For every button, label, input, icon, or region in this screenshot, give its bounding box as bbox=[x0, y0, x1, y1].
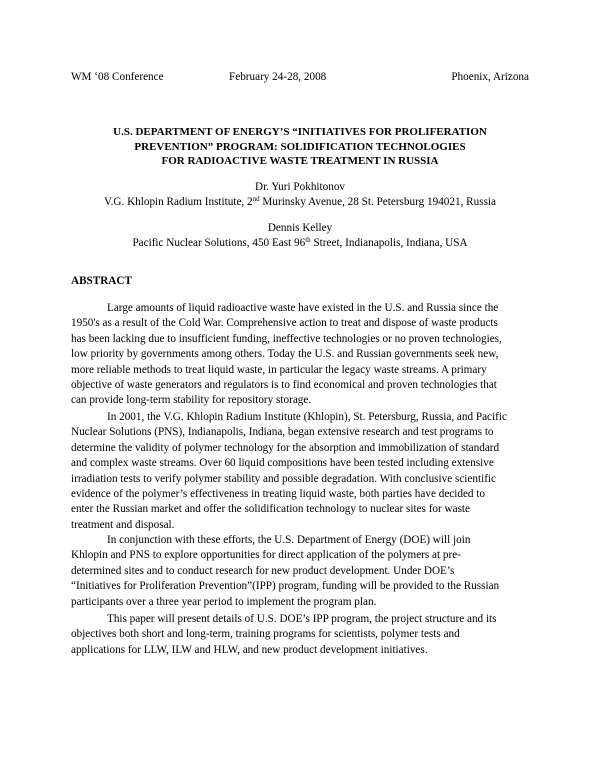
paragraph-line: In 2001, the V.G. Khlopin Radium Institute (Khlopin), St. Petersburg, Russia, and Pacific bbox=[107, 411, 507, 423]
abstract-paragraph-4 bbox=[71, 612, 531, 658]
header-conference: WM ‘08 Conference bbox=[71, 71, 164, 83]
paragraph-line: can provide long-term stability for repository storage. bbox=[71, 394, 312, 407]
author1-affiliation: V.G. Khlopin Radium Institute, 2nd Murinsky Avenue, 28 St. Petersburg 194021, Russia bbox=[103, 195, 497, 208]
paragraph-line: evidence of the polymer’s effectiveness in treating liquid waste, both parties have decided to bbox=[71, 487, 486, 500]
author1-name: Dr. Yuri Pokhitonov bbox=[254, 181, 346, 193]
paragraph-line: applications for LLW, ILW and HLW, and new product development initiatives. bbox=[71, 643, 428, 656]
paragraph-line: Nuclear Solutions (PNS), Indianapolis, Indiana, began extensive research and test programs to bbox=[71, 426, 494, 439]
paragraph-line: low priority by governments among others. Today the U.S. and Russian governments seek new, bbox=[71, 348, 499, 361]
paragraph-line: “Initiatives for Proliferation Prevention”(IPP) program, funding will be provided to the Russian bbox=[71, 580, 500, 593]
title-line: PREVENTION” PROGRAM: SOLIDIFICATION TECHNOLOGIES bbox=[134, 140, 466, 153]
paragraph-line: and complex waste streams. Over 60 liquid compositions have been tested including extensive bbox=[71, 457, 494, 470]
paper-title bbox=[50, 125, 550, 169]
paragraph-line: irradiation tests to verify polymer stability and possible degradation. With conclusive scientific bbox=[71, 472, 496, 485]
paragraph-line: participants over a three year period to implement the program plan. bbox=[71, 595, 377, 608]
paragraph-line: more reliable methods to treat liquid waste, in particular the legacy waste streams. A primary bbox=[71, 363, 487, 376]
header-location: Phoenix, Arizona bbox=[451, 71, 529, 83]
header-dates: February 24-28, 2008 bbox=[229, 71, 327, 83]
author2-name: Dennis Kelley bbox=[267, 222, 333, 234]
paragraph-line: 1950's as a result of the Cold War. Comprehensive action to treat and dispose of waste products bbox=[71, 317, 498, 330]
paragraph-line: objectives both short and long-term, training programs for scientists, polymer tests and bbox=[71, 628, 460, 641]
paragraph-line: Large amounts of liquid radioactive waste have existed in the U.S. and Russia since the bbox=[107, 302, 499, 314]
abstract-paragraph-3 bbox=[71, 533, 531, 610]
paragraph-line: determined sites and to conduct research for new product development. Under DOE’s bbox=[71, 564, 455, 577]
paragraph-line: Khlopin and PNS to explore opportunities for direct application of the polymers at pre- bbox=[71, 549, 461, 562]
paragraph-line: has been lacking due to insufficient funding, ineffective technologies or no proven technologies, bbox=[71, 332, 502, 345]
running-header bbox=[71, 70, 529, 86]
title-line: U.S. DEPARTMENT OF ENERGY’S “INITIATIVES FOR PROLIFERATION bbox=[113, 126, 487, 138]
paragraph-line: treatment and disposal. bbox=[71, 518, 175, 531]
paragraph-line: enter the Russian market and offer the solidification technology to nuclear sites for waste bbox=[71, 503, 471, 516]
paragraph-line: This paper will present details of U.S. DOE’s IPP program, the project structure and its bbox=[107, 613, 497, 625]
abstract-paragraph-1 bbox=[71, 301, 531, 409]
paragraph-line: objective of waste generators and regulators is to find economical and proven technologies that bbox=[71, 378, 497, 391]
abstract-heading: ABSTRACT bbox=[71, 275, 132, 287]
abstract-paragraph-2 bbox=[71, 410, 531, 533]
paragraph-line: In conjunction with these efforts, the U.S. Department of Energy (DOE) will join bbox=[107, 534, 471, 546]
title-line: FOR RADIOACTIVE WASTE TREATMENT IN RUSSIA bbox=[161, 155, 439, 167]
paragraph-line: determine the validity of polymer technology for the absorption and immobilization of standard bbox=[71, 441, 500, 454]
author2-affiliation: Pacific Nuclear Solutions, 450 East 96th Street, Indianapolis, Indiana, USA bbox=[132, 236, 468, 249]
